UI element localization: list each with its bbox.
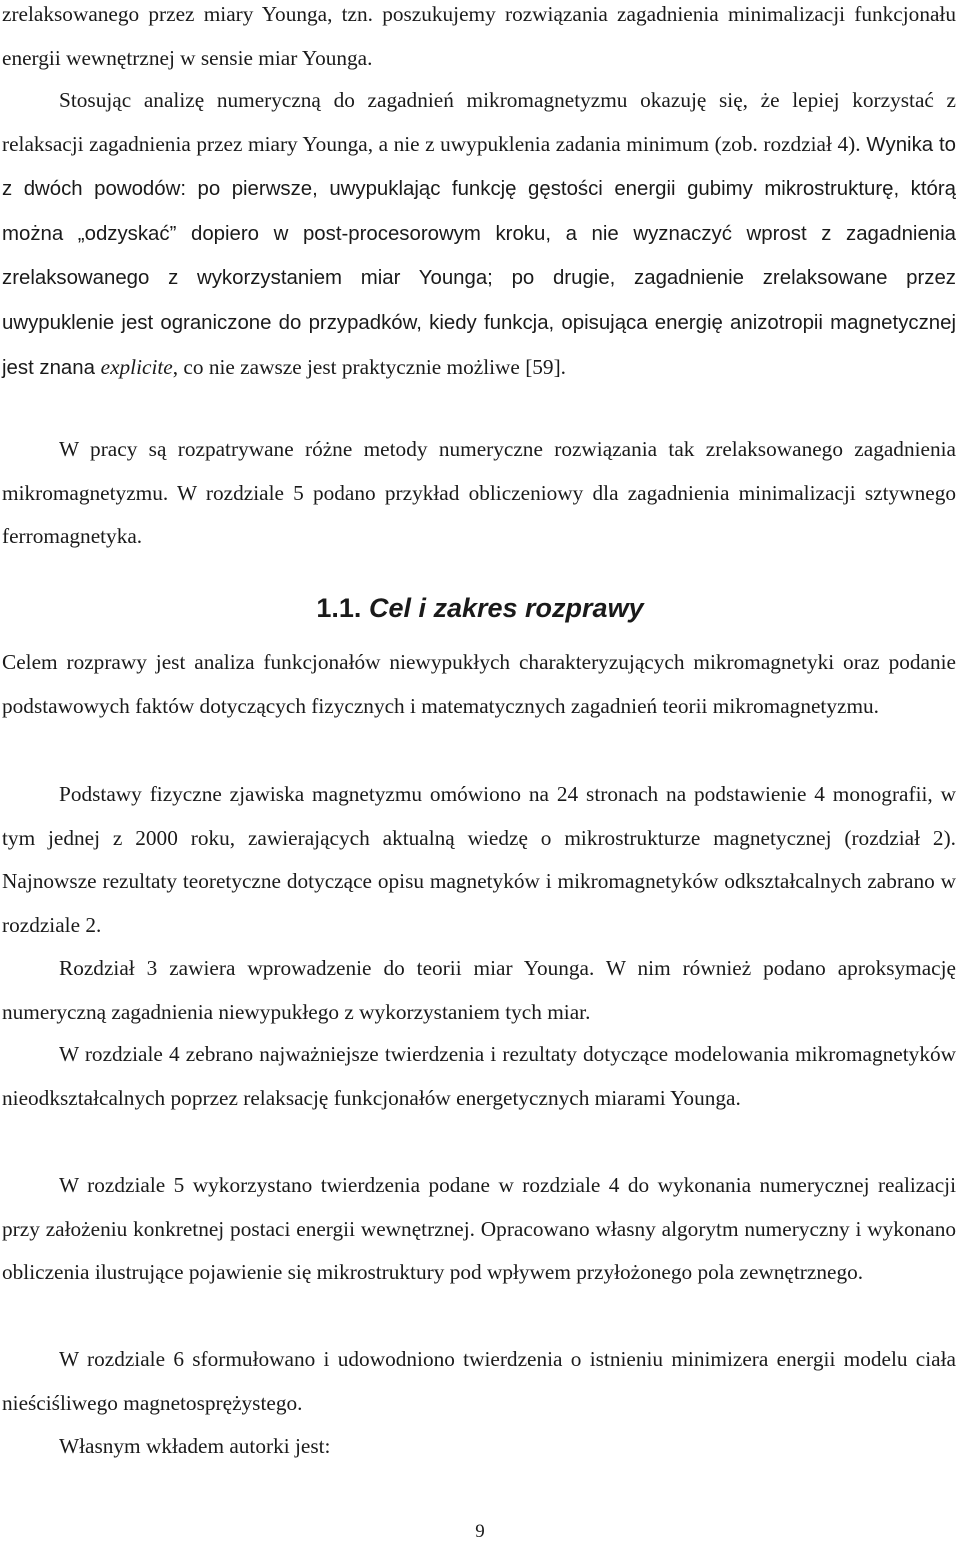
paragraph-contribution <box>2 1425 956 1469</box>
paragraph-continuation <box>2 0 956 80</box>
italic-term: explicite <box>100 354 173 379</box>
paragraph-text: Celem rozprawy jest analiza funkcjonałów niewypukłych charakteryzujących mikromagnetyki oraz podanie podstawowych faktów dotyczących fizycznych i matematycznych zagadnień teorii mikromagnetyzmu. <box>2 650 956 718</box>
paragraph-text: W rozdziale 4 zebrano najważniejsze twierdzenia i rezultaty dotyczące modelowania mikromagnetyków nieodkształcalnych poprzez relaksację funkcjonałów energetycznych miarami Younga. <box>2 1042 956 1110</box>
paragraph-text-sans: Wynika to z dwóch powodów: po pierwsze, uwypuklając funkcję gęstości energii gubimy mikrostrukturę, którą można „odzyskać” dopiero w post-procesorowym kroku, a nie wyznaczyć wprost z zagadnienia zrelaksowanego z wykorzystaniem miar Younga; po drugie, zagadnienie zrelaksowane przez uwypuklenie jest ograniczone do przypadków, kiedy funkcja, opisująca energię anizotropii magnetycznej jest znana <box>2 133 956 379</box>
section-number: 1.1. <box>316 593 362 623</box>
paragraph-chapter-4 <box>2 1033 956 1120</box>
paragraph-chapter-3 <box>2 947 956 1034</box>
section-heading <box>0 583 960 633</box>
paragraph-text: Rozdział 3 zawiera wprowadzenie do teorii miar Younga. W nim również podano aproksymację numeryczną zagadnienia niewypukłego z wykorzystaniem tych miar. <box>2 956 956 1024</box>
paragraph-chapter-2 <box>2 773 956 947</box>
paragraph-chapter-6 <box>2 1338 956 1425</box>
paragraph-chapter-5 <box>2 1164 956 1295</box>
paragraph-goal <box>2 641 956 728</box>
paragraph-methods <box>2 428 956 559</box>
paragraph-text-serif: Stosując analizę numeryczną do zagadnień mikromagnetyzmu okazuję się, że lepiej korzystać z relaksacji zagadnienia przez miary Younga, a nie z uwypuklenia zadania minimum (zob. rozdział 4). <box>2 88 956 156</box>
paragraph-text-end: , co nie zawsze jest praktycznie możliwe [59]. <box>172 354 566 379</box>
paragraph-relaxation <box>2 79 956 390</box>
page-number: 9 <box>475 1521 485 1542</box>
paragraph-text: zrelaksowanego przez miary Younga, tzn. poszukujemy rozwiązania zagadnienia minimalizacji funkcjonału energii wewnętrznej w sensie miar Younga. <box>2 2 956 70</box>
section-title: Cel i zakres rozprawy <box>368 593 644 623</box>
paragraph-text: Podstawy fizyczne zjawiska magnetyzmu omówiono na 24 stronach na podstawienie 4 monografii, w tym jednej z 2000 roku, zawierających aktualną wiedzę o mikrostrukturze magnetycznej (rozdział 2). Najnowsze rezultaty teoretyczne dotyczące opisu magnetyków i mikromagnetyków odkształcalnych zabrano w rozdziale 2. <box>2 782 956 937</box>
paragraph-text: W rozdziale 6 sformułowano i udowodniono twierdzenia o istnieniu minimizera energii modelu ciała nieściśliwego magnetosprężystego. <box>2 1347 956 1415</box>
paragraph-text: Własnym wkładem autorki jest: <box>59 1434 331 1458</box>
paragraph-text: W pracy są rozpatrywane różne metody numeryczne rozwiązania tak zrelaksowanego zagadnienia mikromagnetyzmu. W rozdziale 5 podano przykład obliczeniowy dla zagadnienia minimalizacji sztywnego ferromagnetyka. <box>2 437 956 549</box>
paragraph-text: W rozdziale 5 wykorzystano twierdzenia podane w rozdziale 4 do wykonania numerycznej realizacji przy założeniu konkretnej postaci energii wewnętrznej. Opracowano własny algorytm numeryczny i wykonano obliczenia ilustrujące pojawienie się mikrostruktury pod wpływem przyłożonego pola zewnętrznego. <box>2 1173 956 1285</box>
